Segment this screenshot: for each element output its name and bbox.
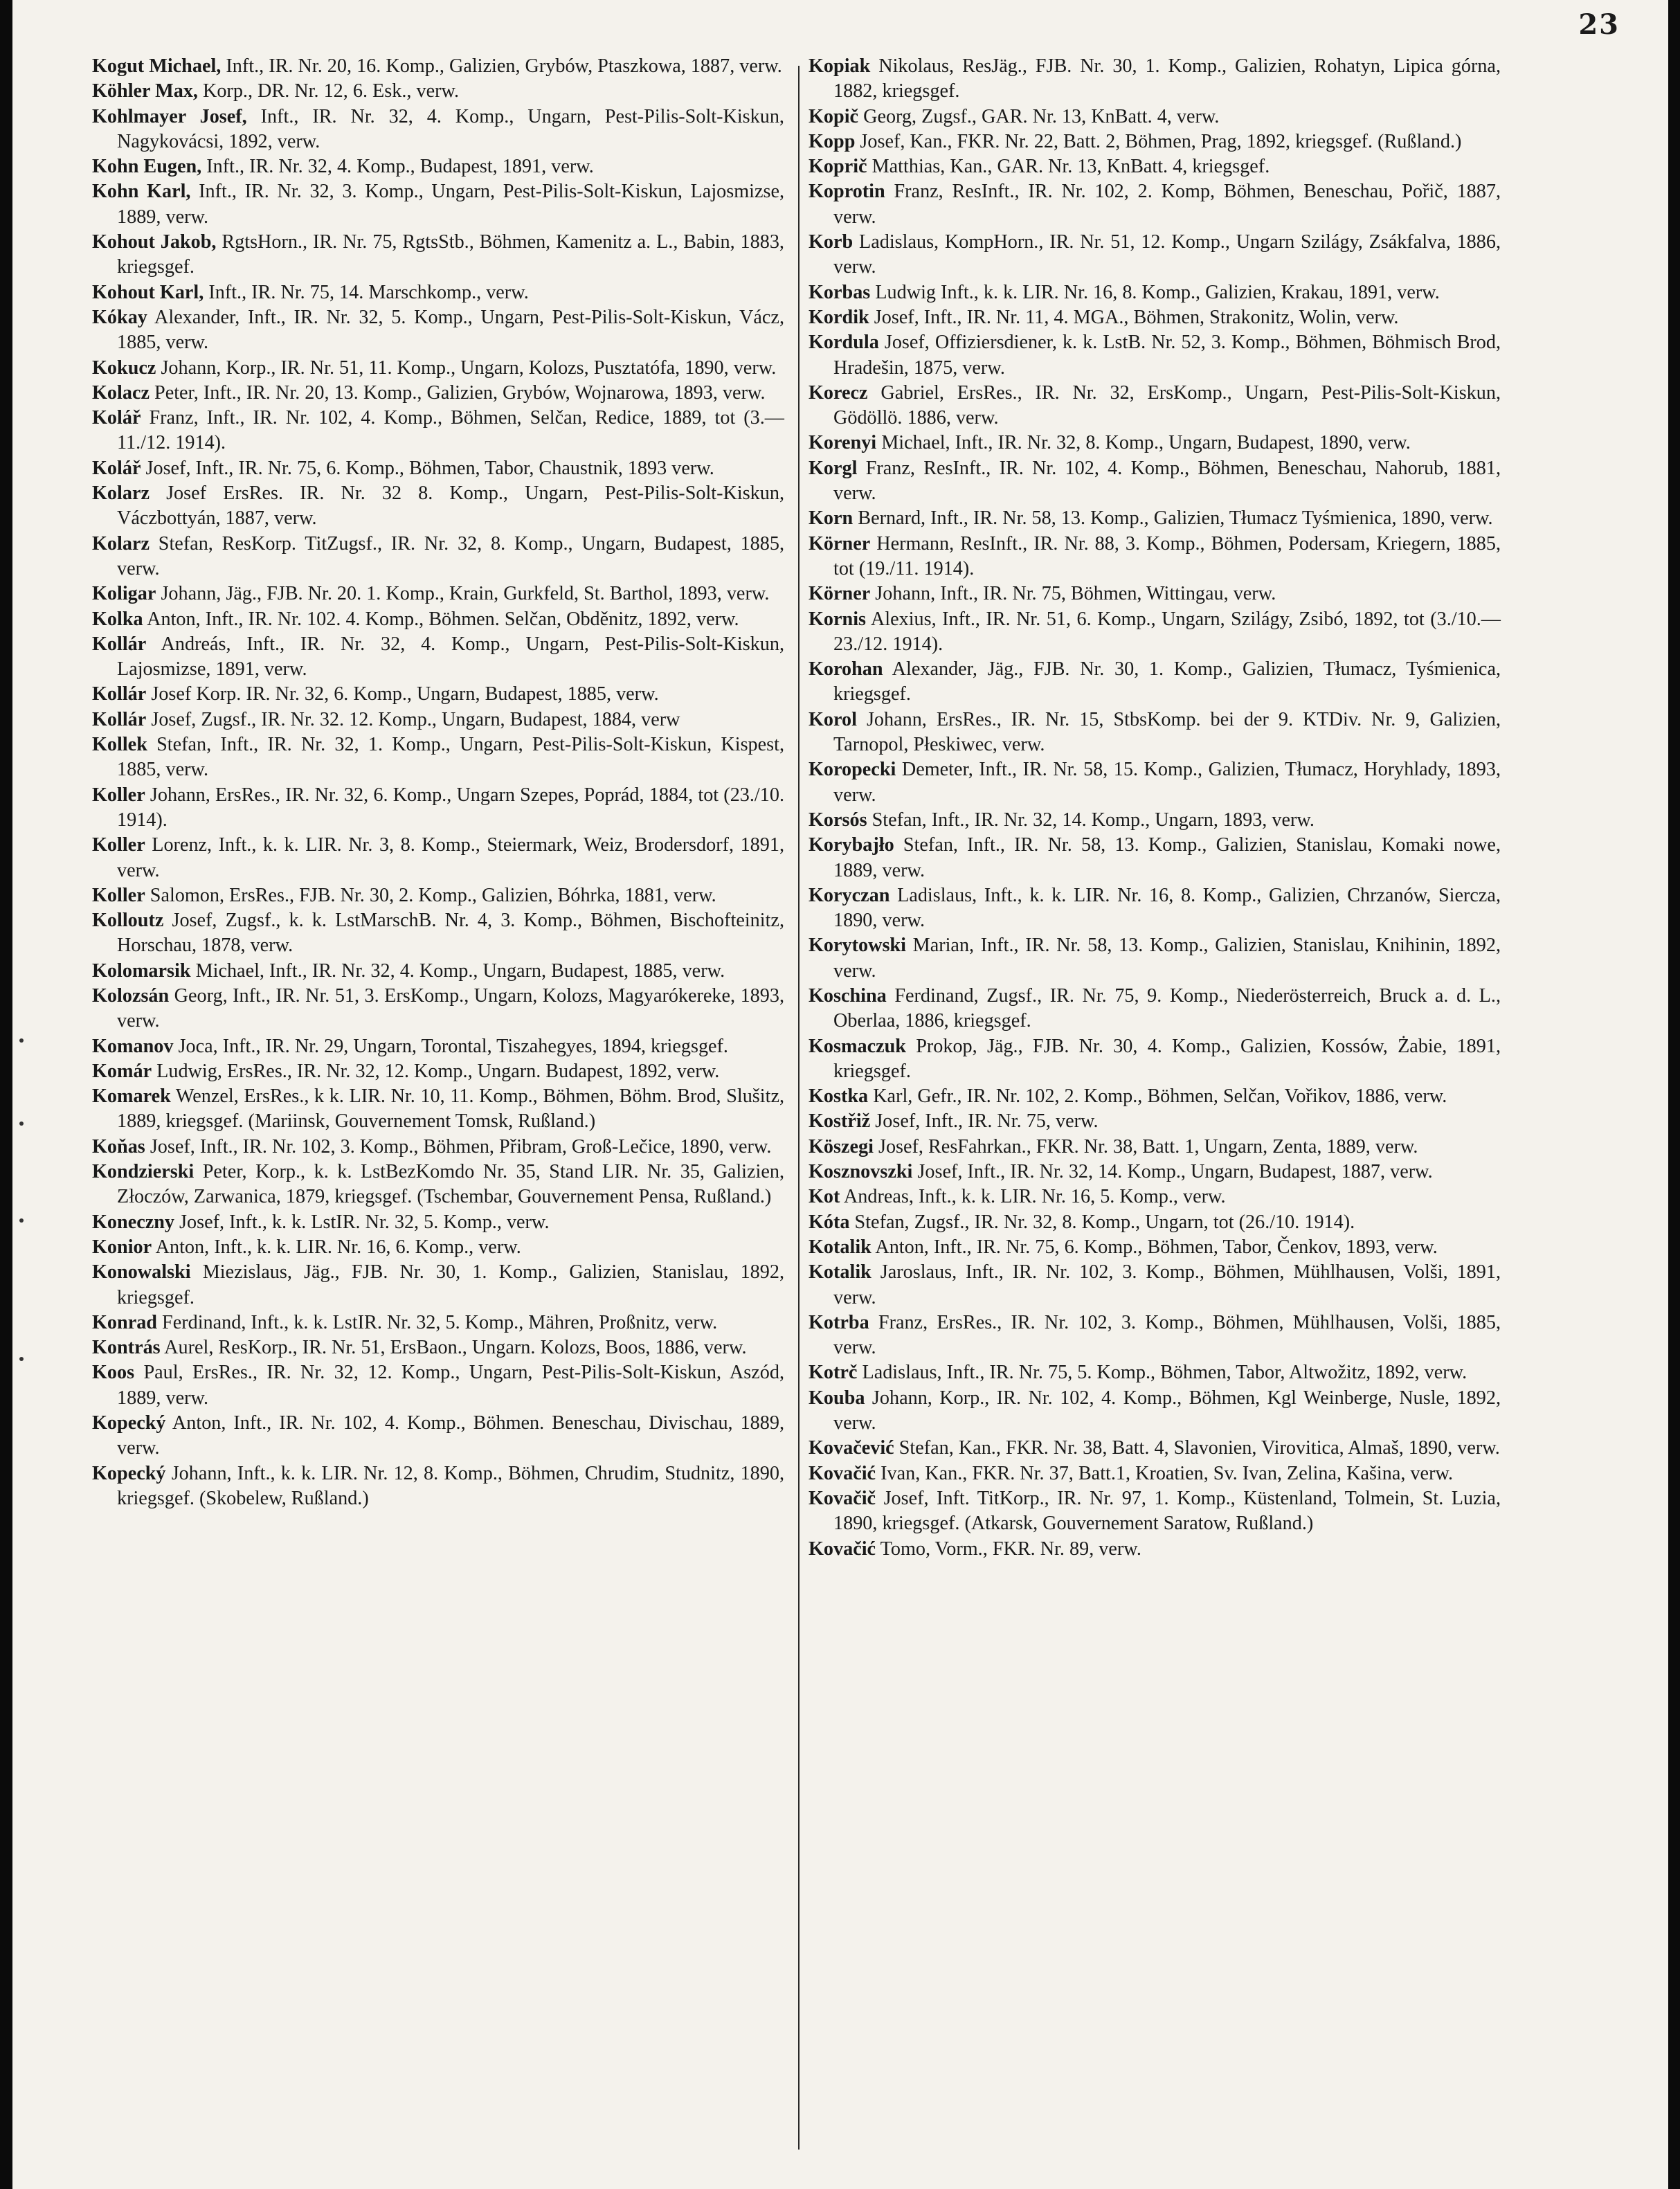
entry-surname: Kotrba: [809, 1311, 869, 1333]
entry-details: Ladislaus, KompHorn., IR. Nr. 51, 12. Komp., Ungarn Szilágy, Zsákfalva, 1886, verw.: [833, 231, 1501, 278]
register-entry: [809, 883, 1501, 934]
register-entry: [809, 280, 1501, 305]
entry-surname: Koropecki: [809, 759, 896, 781]
entry-details: Alexius, Inft., IR. Nr. 51, 6. Komp., Ungarn, Szilágy, Zsibó, 1892, tot (3./10.—23./12. 1914).: [833, 608, 1501, 655]
entry-surname: Kollár: [92, 683, 147, 705]
entry-details: Anton, Inft., IR. Nr. 102. 4. Komp., Böhmen. Selčan, Obděnitz, 1892, verw.: [143, 608, 739, 630]
entry-details: Demeter, Inft., IR. Nr. 58, 15. Komp., Galizien, Tłumacz, Horyhlady, 1893, verw.: [833, 759, 1501, 806]
register-entry: [809, 1310, 1501, 1361]
entry-details: Stefan, Inft., IR. Nr. 58, 13. Komp., Galizien, Stanislau, Komaki nowe, 1889, verw.: [833, 834, 1501, 881]
register-entry: [92, 481, 784, 532]
entry-surname: Kontrás: [92, 1337, 161, 1359]
entry-details: Josef, Inft., IR. Nr. 102, 3. Komp., Böhmen, Přibram, Groß-Lečice, 1890, verw.: [145, 1135, 772, 1157]
entry-details: Johann, ErsRes., IR. Nr. 15, StbsKomp. bei der 9. KTDiv. Nr. 9, Galizien, Tarnopol, Płeskiwec, verw.: [833, 708, 1501, 756]
register-entry: [92, 1059, 784, 1084]
entry-details: Marian, Inft., IR. Nr. 58, 13. Komp., Galizien, Stanislau, Knihinin, 1892, verw.: [833, 935, 1501, 982]
register-entry: [809, 1260, 1501, 1310]
entry-details: Stefan, Kan., FKR. Nr. 38, Batt. 4, Slavonien, Virovitica, Almaš, 1890, verw.: [894, 1437, 1500, 1459]
entry-details: Andreás, Inft., IR. Nr. 32, 4. Komp., Ungarn, Pest-Pilis-Solt-Kiskun, Lajosmizse, 1891, verw.: [117, 633, 784, 681]
register-entry: [809, 154, 1501, 179]
left-column: [92, 54, 784, 1511]
entry-surname: Koller: [92, 784, 145, 806]
entry-details: Josef, Zugsf., k. k. LstMarschB. Nr. 4, 3. Komp., Böhmen, Bischofteinitz, Horschau, 1878, verw.: [117, 910, 784, 957]
entry-details: Josef, Inft., k. k. LstIR. Nr. 32, 5. Komp., verw.: [174, 1211, 550, 1233]
entry-details: Bernard, Inft., IR. Nr. 58, 13. Komp., Galizien, Tłumacz Tyśmienica, 1890, verw.: [853, 507, 1493, 530]
entry-surname: Kóta: [809, 1211, 850, 1233]
register-entry: [92, 381, 784, 406]
entry-surname: Koprič: [809, 156, 867, 178]
entry-surname: Kogut Michael,: [92, 55, 222, 77]
register-entry: [92, 456, 784, 481]
entry-details: Georg, Inft., IR. Nr. 51, 3. ErsKomp., Ungarn, Kolozs, Magyarókereke, 1893, verw.: [117, 984, 784, 1032]
entry-surname: Konowalski: [92, 1261, 191, 1283]
register-entry: [92, 79, 784, 104]
entry-surname: Kohout Karl,: [92, 281, 204, 303]
entry-surname: Korybajło: [809, 834, 894, 856]
register-entry: [809, 1235, 1501, 1260]
register-entry: [92, 682, 784, 707]
entry-details: Johann, Korp., IR. Nr. 51, 11. Komp., Ungarn, Kolozs, Pusztatófa, 1890, verw.: [156, 357, 777, 379]
entry-details: Aurel, ResKorp., IR. Nr. 51, ErsBaon., Ungarn. Kolozs, Boos, 1886, verw.: [160, 1337, 747, 1359]
entry-surname: Kostřiž: [809, 1110, 871, 1133]
register-entry: [92, 984, 784, 1034]
entry-surname: Kolomarsik: [92, 960, 191, 982]
register-entry: [809, 431, 1501, 456]
entry-surname: Kopecký: [92, 1412, 166, 1434]
entry-surname: Kopič: [809, 105, 859, 127]
register-entry: [809, 1537, 1501, 1562]
register-entry: [809, 1461, 1501, 1486]
entry-surname: Kotalik: [809, 1236, 871, 1258]
entry-details: Georg, Zugsf., GAR. Nr. 13, KnBatt. 4, verw.: [858, 105, 1220, 127]
entry-details: Peter, Inft., IR. Nr. 20, 13. Komp., Galizien, Grybów, Wojnarowa, 1893, verw.: [149, 381, 766, 404]
register-entry: [92, 1084, 784, 1135]
entry-surname: Körner: [809, 583, 871, 605]
register-entry: [809, 105, 1501, 129]
register-entry: [809, 456, 1501, 507]
entry-details: Matthias, Kan., GAR. Nr. 13, KnBatt. 4, kriegsgef.: [867, 156, 1270, 178]
entry-surname: Kolozsán: [92, 984, 170, 1007]
entry-surname: Kouba: [809, 1387, 865, 1409]
register-entry: [92, 154, 784, 179]
entry-details: Franz, ResInft., IR. Nr. 102, 2. Komp, Böhmen, Beneschau, Pořič, 1887, verw.: [833, 181, 1501, 228]
entry-details: Johann, Inft., k. k. LIR. Nr. 12, 8. Komp., Böhmen, Chrudim, Studnitz, 1890, kriegsgef. (Skobelew, Rußland.): [117, 1462, 784, 1509]
entry-details: Josef, Zugsf., IR. Nr. 32. 12. Komp., Ungarn, Budapest, 1884, verw: [146, 708, 680, 730]
entry-details: Inft., IR. Nr. 32, 3. Komp., Ungarn, Pest-Pilis-Solt-Kiskun, Lajosmizse, 1889, verw.: [117, 181, 785, 228]
entry-surname: Kopiak: [809, 55, 871, 77]
entry-details: Ferdinand, Inft., k. k. LstIR. Nr. 32, 5. Komp., Mähren, Proßnitz, verw.: [156, 1311, 718, 1333]
entry-details: Lorenz, Inft., k. k. LIR. Nr. 3, 8. Komp., Steiermark, Weiz, Brodersdorf, 1891, verw.: [117, 834, 784, 881]
register-entry: [809, 179, 1501, 230]
entry-details: Joca, Inft., IR. Nr. 29, Ungarn, Torontal, Tiszahegyes, 1894, kriegsgef.: [173, 1035, 728, 1057]
entry-details: Johann, ErsRes., IR. Nr. 32, 6. Komp., Ungarn Szepes, Poprád, 1884, tot (23./10. 1914).: [117, 784, 784, 831]
entry-surname: Konrad: [92, 1311, 157, 1333]
entry-details: Inft., IR. Nr. 32, 4. Komp., Budapest, 1891, verw.: [201, 156, 594, 178]
entry-surname: Kolář: [92, 457, 141, 479]
entry-details: Josef, ResFahrkan., FKR. Nr. 38, Batt. 1, Ungarn, Zenta, 1889, verw.: [873, 1135, 1418, 1157]
register-entry: [92, 305, 784, 356]
register-entry: [92, 532, 784, 582]
entry-surname: Kopp: [809, 130, 856, 152]
entry-surname: Kovačić: [809, 1462, 876, 1484]
entry-surname: Komár: [92, 1060, 152, 1082]
entry-surname: Korbas: [809, 281, 871, 303]
register-entry: [92, 732, 784, 783]
entry-details: Ladislaus, Inft., IR. Nr. 75, 5. Komp., Böhmen, Tabor, Altwožitz, 1892, verw.: [857, 1362, 1467, 1384]
register-entry: [92, 1310, 784, 1335]
register-entry: [92, 708, 784, 732]
entry-surname: Koos: [92, 1362, 135, 1384]
register-entry: [809, 506, 1501, 531]
register-entry: [809, 808, 1501, 833]
entry-details: Alexander, Inft., IR. Nr. 32, 5. Komp., Ungarn, Pest-Pilis-Solt-Kiskun, Vácz, 1885, verw.: [117, 306, 784, 354]
register-entry: [809, 1034, 1501, 1085]
register-entry: [92, 179, 784, 230]
register-entry: [92, 959, 784, 984]
register-entry: [92, 1461, 784, 1512]
entry-surname: Kosznovszki: [809, 1161, 913, 1183]
entry-surname: Korgl: [809, 457, 858, 479]
register-entry: [809, 607, 1501, 658]
entry-details: Johann, Inft., IR. Nr. 75, Böhmen, Wittingau, verw.: [870, 583, 1276, 605]
entry-surname: Kokucz: [92, 357, 156, 379]
register-entry: [809, 1109, 1501, 1134]
entry-details: Inft., IR. Nr. 32, 4. Komp., Ungarn, Pest-Pilis-Solt-Kiskun, Nagykovácsi, 1892, verw.: [117, 105, 784, 152]
entry-surname: Kotrč: [809, 1362, 858, 1384]
entry-surname: Koller: [92, 884, 145, 906]
entry-details: RgtsHorn., IR. Nr. 75, RgtsStb., Böhmen, Kamenitz a. L., Babin, 1883, kriegsgef.: [117, 231, 784, 278]
entry-surname: Kolář: [92, 407, 141, 429]
entry-surname: Kovačič: [809, 1487, 876, 1509]
register-page: [12, 0, 1668, 2189]
register-entry: [809, 230, 1501, 280]
entry-surname: Kot: [809, 1186, 840, 1208]
entry-details: Anton, Inft., IR. Nr. 75, 6. Komp., Böhmen, Tabor, Čenkov, 1893, verw.: [871, 1236, 1438, 1258]
entry-surname: Koligar: [92, 583, 156, 605]
entry-details: Hermann, ResInft., IR. Nr. 88, 3. Komp., Böhmen, Podersam, Kriegern, 1885, tot (19./11. 1914).: [833, 532, 1501, 579]
entry-surname: Korsós: [809, 809, 867, 831]
entry-details: Franz, Inft., IR. Nr. 102, 4. Komp., Böhmen, Selčan, Redice, 1889, tot (3.—11./12. 1914).: [117, 407, 784, 454]
register-entry: [809, 1360, 1501, 1385]
register-entry: [92, 1160, 784, 1210]
entry-surname: Kondzierski: [92, 1161, 195, 1183]
register-entry: [809, 1184, 1501, 1209]
register-entry: [809, 1436, 1501, 1461]
register-entry: [809, 1135, 1501, 1160]
entry-surname: Kovačević: [809, 1437, 894, 1459]
entry-surname: Korenyi: [809, 432, 877, 454]
entry-details: Franz, ErsRes., IR. Nr. 102, 3. Komp., Böhmen, Mühlhausen, Volši, 1885, verw.: [833, 1311, 1501, 1359]
register-entry: [809, 708, 1501, 758]
margin-marks: [19, 1038, 36, 1523]
register-entry: [92, 783, 784, 834]
register-entry: [92, 356, 784, 381]
entry-details: Ferdinand, Zugsf., IR. Nr. 75, 9. Komp., Niederösterreich, Bruck a. d. L., Oberlaa, 1886, kriegsgef.: [833, 984, 1501, 1032]
register-entry: [92, 1210, 784, 1235]
entry-surname: Kohn Eugen,: [92, 156, 202, 178]
entry-surname: Kolarz: [92, 483, 150, 505]
entry-surname: Koneczny: [92, 1211, 174, 1233]
register-entry: [92, 1235, 784, 1260]
register-entry: [809, 833, 1501, 883]
register-entry: [92, 632, 784, 683]
entry-details: Josef, Inft., IR. Nr. 75, verw.: [870, 1110, 1099, 1133]
entry-surname: Konior: [92, 1236, 152, 1258]
register-entry: [92, 908, 784, 959]
entry-details: Nikolaus, ResJäg., FJB. Nr. 30, 1. Komp., Galizien, Rohatyn, Lipica górna, 1882, kriegsgef.: [833, 55, 1501, 102]
entry-surname: Kolacz: [92, 381, 150, 404]
entry-details: Salomon, ErsRes., FJB. Nr. 30, 2. Komp., Galizien, Bóhrka, 1881, verw.: [145, 884, 716, 906]
entry-details: Miezislaus, Jäg., FJB. Nr. 30, 1. Komp., Galizien, Stanislau, 1892, kriegsgef.: [117, 1261, 784, 1308]
entry-surname: Köhler Max,: [92, 80, 198, 102]
register-entry: [809, 582, 1501, 606]
entry-details: Inft., IR. Nr. 20, 16. Komp., Galizien, Grybów, Ptaszkowa, 1887, verw.: [221, 55, 782, 77]
register-entry: [92, 607, 784, 632]
register-entry: [92, 1335, 784, 1360]
register-entry: [809, 330, 1501, 381]
entry-surname: Koller: [92, 834, 145, 856]
register-entry: [92, 582, 784, 606]
entry-details: Josef, Inft. TitKorp., IR. Nr. 97, 1. Komp., Küstenland, Tolmein, St. Luzia, 1890, kriegsgef. (Atkarsk, Gouvernement Saratow, Rußland.): [833, 1487, 1501, 1535]
entry-details: Paul, ErsRes., IR. Nr. 32, 12. Komp., Ungarn, Pest-Pilis-Solt-Kiskun, Aszód, 1889, verw.: [117, 1362, 784, 1409]
entry-details: Josef, Offiziersdiener, k. k. LstB. Nr. 52, 3. Komp., Böhmen, Böhmisch Brod, Hradešin, 1875, verw.: [833, 332, 1501, 379]
column-divider: [798, 66, 800, 2150]
entry-surname: Kopecký: [92, 1462, 166, 1484]
entry-details: Josef, Inft., IR. Nr. 11, 4. MGA., Böhmen, Strakonitz, Wolin, verw.: [869, 306, 1399, 328]
register-entry: [92, 280, 784, 305]
entry-surname: Kókay: [92, 306, 147, 328]
entry-surname: Korytowski: [809, 935, 906, 957]
register-entry: [809, 1160, 1501, 1184]
entry-surname: Kordula: [809, 332, 879, 354]
entry-details: Ludwig Inft., k. k. LIR. Nr. 16, 8. Komp., Galizien, Krakau, 1891, verw.: [870, 281, 1440, 303]
entry-surname: Kosmaczuk: [809, 1035, 906, 1057]
entry-details: Josef Korp. IR. Nr. 32, 6. Komp., Ungarn, Budapest, 1885, verw.: [146, 683, 659, 705]
register-entry: [809, 657, 1501, 708]
register-entry: [92, 1260, 784, 1310]
entry-surname: Komarek: [92, 1086, 171, 1108]
entry-details: Anton, Inft., IR. Nr. 102, 4. Komp., Böhmen. Beneschau, Divischau, 1889, verw.: [117, 1412, 784, 1459]
register-entry: [809, 129, 1501, 154]
entry-surname: Kohlmayer Josef,: [92, 105, 247, 127]
entry-details: Wenzel, ErsRes., k k. LIR. Nr. 10, 11. Komp., Böhmen, Böhm. Brod, Slušitz, 1889, kriegsgef. (Mariinsk, Gouvernement Tomsk, Rußland.): [117, 1086, 784, 1133]
entry-surname: Kornis: [809, 608, 867, 630]
entry-details: Prokop, Jäg., FJB. Nr. 30, 4. Komp., Galizien, Kossów, Żabie, 1891, kriegsgef.: [833, 1035, 1501, 1082]
entry-surname: Koschina: [809, 984, 887, 1007]
entry-surname: Korecz: [809, 381, 868, 404]
page-number: 23: [1578, 8, 1620, 41]
entry-surname: Koprotin: [809, 181, 885, 203]
entry-surname: Kordik: [809, 306, 869, 328]
register-entry: [809, 54, 1501, 105]
entry-details: Gabriel, ErsRes., IR. Nr. 32, ErsKomp., Ungarn, Pest-Pilis-Solt-Kiskun, Gödöllö. 1886, verw.: [833, 381, 1501, 429]
entry-details: Johann, Jäg., FJB. Nr. 20. 1. Komp., Krain, Gurkfeld, St. Barthol, 1893, verw.: [156, 583, 770, 605]
entry-details: Korp., DR. Nr. 12, 6. Esk., verw.: [197, 80, 460, 102]
register-entry: [92, 54, 784, 79]
register-entry: [92, 1360, 784, 1411]
entry-surname: Körner: [809, 532, 871, 555]
register-entry: [809, 933, 1501, 984]
entry-details: Ludwig, ErsRes., IR. Nr. 32, 12. Komp., Ungarn. Budapest, 1892, verw.: [152, 1060, 720, 1082]
right-column: [809, 54, 1501, 1562]
register-entry: [809, 1210, 1501, 1235]
entry-surname: Korb: [809, 231, 853, 253]
entry-details: Stefan, Inft., IR. Nr. 32, 1. Komp., Ungarn, Pest-Pilis-Solt-Kiskun, Kispest, 1885, verw.: [117, 734, 784, 781]
entry-details: Franz, ResInft., IR. Nr. 102, 4. Komp., Böhmen, Beneschau, Nahorub, 1881, verw.: [833, 457, 1501, 505]
entry-details: Ladislaus, Inft., k. k. LIR. Nr. 16, 8. Komp., Galizien, Chrzanów, Siercza, 1890, verw.: [833, 884, 1501, 932]
entry-details: Peter, Korp., k. k. LstBezKomdo Nr. 35, Stand LIR. Nr. 35, Galizien, Złoczów, Zarwanica, 1879, kriegsgef. (Tschembar, Gouvernement Pensa, Rußland.): [117, 1161, 784, 1208]
entry-details: Josef, Kan., FKR. Nr. 22, Batt. 2, Böhmen, Prag, 1892, kriegsgef. (Rußland.): [855, 130, 1462, 152]
register-entry: [809, 984, 1501, 1034]
entry-surname: Kolka: [92, 608, 143, 630]
entry-surname: Kollek: [92, 734, 147, 756]
entry-surname: Kovačić: [809, 1538, 876, 1560]
entry-details: Karl, Gefr., IR. Nr. 102, 2. Komp., Böhmen, Selčan, Vořikov, 1886, verw.: [868, 1086, 1447, 1108]
entry-details: Alexander, Jäg., FJB. Nr. 30, 1. Komp., Galizien, Tłumacz, Tyśmienica, kriegsgef.: [833, 658, 1501, 705]
register-entry: [92, 406, 784, 456]
entry-details: Michael, Inft., IR. Nr. 32, 8. Komp., Ungarn, Budapest, 1890, verw.: [876, 432, 1411, 454]
register-entry: [92, 1135, 784, 1160]
entry-details: Josef ErsRes. IR. Nr. 32 8. Komp., Ungarn, Pest-Pilis-Solt-Kiskun, Váczbottyán, 1887, verw.: [117, 483, 784, 530]
entry-surname: Korohan: [809, 658, 883, 681]
register-entry: [809, 305, 1501, 330]
register-entry: [92, 230, 784, 280]
entry-surname: Kohn Karl,: [92, 181, 191, 203]
entry-surname: Korol: [809, 708, 857, 730]
register-entry: [92, 105, 784, 155]
register-entry: [92, 1411, 784, 1461]
entry-surname: Kostka: [809, 1086, 869, 1108]
register-entry: [809, 532, 1501, 582]
register-entry: [809, 1084, 1501, 1109]
register-entry: [809, 1386, 1501, 1436]
entry-details: Ivan, Kan., FKR. Nr. 37, Batt.1, Kroatien, Sv. Ivan, Zelina, Kašina, verw.: [876, 1462, 1454, 1484]
entry-details: Stefan, Inft., IR. Nr. 32, 14. Komp., Ungarn, 1893, verw.: [867, 809, 1315, 831]
entry-details: Andreas, Inft., k. k. LIR. Nr. 16, 5. Komp., verw.: [840, 1186, 1226, 1208]
register-entry: [809, 1486, 1501, 1537]
entry-details: Jaroslaus, Inft., IR. Nr. 102, 3. Komp., Böhmen, Mühlhausen, Volši, 1891, verw.: [833, 1261, 1501, 1308]
entry-surname: Kotalik: [809, 1261, 871, 1283]
register-entry: [92, 1034, 784, 1059]
entry-details: Josef, Inft., IR. Nr. 75, 6. Komp., Böhmen, Tabor, Chaustnik, 1893 verw.: [141, 457, 714, 479]
register-entry: [809, 381, 1501, 431]
entry-surname: Kohout Jakob,: [92, 231, 217, 253]
entry-details: Michael, Inft., IR. Nr. 32, 4. Komp., Ungarn, Budapest, 1885, verw.: [190, 960, 725, 982]
entry-details: Tomo, Vorm., FKR. Nr. 89, verw.: [876, 1538, 1141, 1560]
entry-surname: Koryczan: [809, 884, 890, 906]
entry-surname: Kollár: [92, 633, 147, 655]
entry-surname: Koňas: [92, 1135, 145, 1157]
entry-details: Anton, Inft., k. k. LIR. Nr. 16, 6. Komp., verw.: [152, 1236, 521, 1258]
register-entry: [809, 757, 1501, 808]
entry-details: Josef, Inft., IR. Nr. 32, 14. Komp., Ungarn, Budapest, 1887, verw.: [912, 1161, 1433, 1183]
entry-surname: Korn: [809, 507, 853, 530]
entry-details: Inft., IR. Nr. 75, 14. Marschkomp., verw.: [204, 281, 529, 303]
entry-details: Stefan, ResKorp. TitZugsf., IR. Nr. 32, 8. Komp., Ungarn, Budapest, 1885, verw.: [117, 532, 784, 579]
register-entry: [92, 833, 784, 883]
entry-surname: Kolarz: [92, 532, 150, 555]
entry-surname: Komanov: [92, 1035, 174, 1057]
entry-surname: Köszegi: [809, 1135, 874, 1157]
entry-surname: Kolloutz: [92, 910, 164, 932]
entry-details: Johann, Korp., IR. Nr. 102, 4. Komp., Böhmen, Kgl Weinberge, Nusle, 1892, verw.: [833, 1387, 1501, 1434]
entry-surname: Kollár: [92, 708, 147, 730]
register-entry: [92, 883, 784, 908]
entry-details: Stefan, Zugsf., IR. Nr. 32, 8. Komp., Ungarn, tot (26./10. 1914).: [849, 1211, 1355, 1233]
